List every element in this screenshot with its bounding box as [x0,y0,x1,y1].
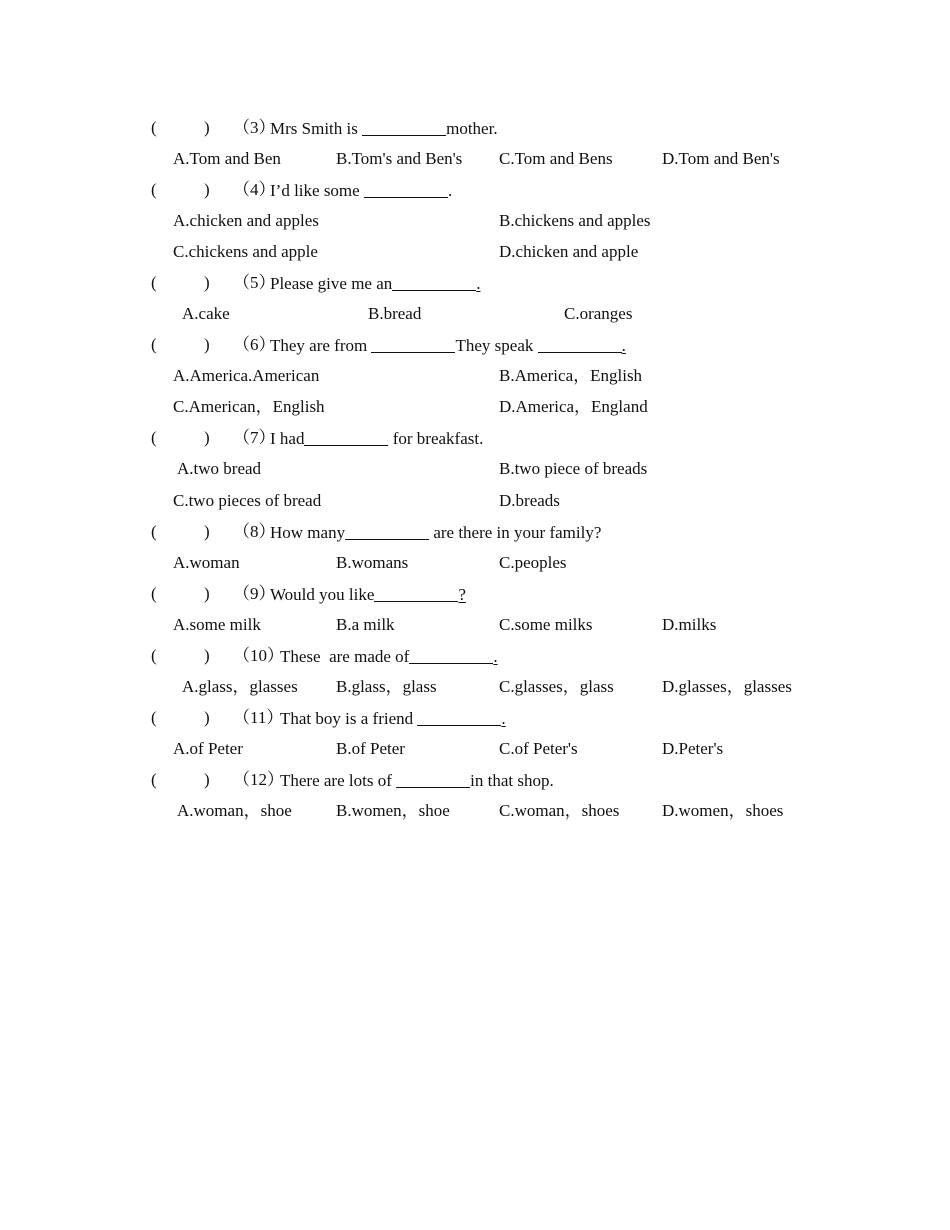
option-b: B.bread [368,304,422,323]
answer-paren-close: ) [204,522,210,541]
answer-paren-open: ( [151,708,157,727]
option-a: A.woman [173,553,240,572]
question-text: These are made of . [280,647,498,666]
question-number: （6） [233,335,276,354]
question-5-stem [0,271,950,295]
answer-paren-close: ) [204,273,210,292]
option-d: D.breads [499,491,560,510]
answer-paren-open: ( [151,428,157,447]
answer-blank [374,584,458,602]
answer-blank [409,646,493,664]
option-c: C.woman，shoes [499,801,620,820]
question-text: Please give me an . [270,274,481,293]
option-d: D.Tom and Ben's [662,149,780,168]
option-d: D.chicken and apple [499,242,639,261]
question-text: Would you like ? [270,585,466,604]
answer-paren-open: ( [151,180,157,199]
answer-blank [345,522,429,540]
answer-paren-close: ) [204,335,210,354]
option-b: B.a milk [336,615,395,634]
question-text: Mrs Smith is mother. [270,119,498,138]
option-b: B.womans [336,553,409,572]
option-d: D.women，shoes [662,801,784,820]
option-c: C.chickens and apple [173,242,318,261]
option-b: B.women，shoe [336,801,450,820]
option-d: D.America，England [499,397,648,416]
answer-blank [364,180,448,198]
question-number: （10） [233,646,284,665]
option-a: A.chicken and apples [173,211,319,230]
answer-blank [417,708,501,726]
option-c: C.American，English [173,397,325,416]
question-number: （8） [233,522,276,541]
question-text: There are lots of in that shop. [280,771,554,790]
option-b: B.Tom's and Ben's [336,149,463,168]
question-6-options-row2 [0,395,950,419]
question-3-options [0,147,950,171]
option-a: A.America.American [173,366,320,385]
question-3-stem [0,116,950,140]
question-number: （11） [233,708,284,727]
question-6-stem [0,333,950,357]
question-text: I’d like some . [270,181,453,200]
option-c: C.peoples [499,553,567,572]
option-a: A.two bread [177,459,262,478]
question-11-options [0,737,950,761]
answer-paren-close: ) [204,770,210,789]
question-text: That boy is a friend . [280,709,506,728]
question-4-options-row2 [0,240,950,264]
question-number: （3） [233,118,276,137]
question-number: （12） [233,770,284,789]
answer-paren-open: ( [151,646,157,665]
question-9-options [0,613,950,637]
option-c: C.of Peter's [499,739,578,758]
question-text: How many are there in your family? [270,523,602,542]
option-a: A.Tom and Ben [173,149,281,168]
question-10-options [0,675,950,699]
question-7-stem [0,426,950,450]
option-b: B.America，English [499,366,643,385]
option-d: D.milks [662,615,717,634]
option-c: C.oranges [564,304,633,323]
option-d: D.Peter's [662,739,724,758]
question-8-stem [0,520,950,544]
question-text: I had for breakfast. [270,429,484,448]
answer-paren-open: ( [151,118,157,137]
option-d: D.glasses，glasses [662,677,792,696]
option-b: B.two piece of breads [499,459,648,478]
answer-blank [396,770,470,788]
answer-blank [371,335,455,353]
option-b: B.of Peter [336,739,405,758]
option-a: A.cake [182,304,230,323]
answer-paren-open: ( [151,584,157,603]
answer-paren-close: ) [204,118,210,137]
question-12-stem [0,768,950,792]
answer-paren-close: ) [204,180,210,199]
question-10-stem [0,644,950,668]
question-number: （5） [233,273,276,292]
option-a: A.glass，glasses [182,677,298,696]
question-4-stem [0,178,950,202]
question-text: They are from They speak . [270,336,626,355]
option-a: A.some milk [173,615,261,634]
question-7-options-row1 [0,457,950,481]
option-a: A.woman，shoe [177,801,292,820]
option-c: C.glasses，glass [499,677,614,696]
answer-paren-open: ( [151,335,157,354]
option-c: C.some milks [499,615,593,634]
answer-paren-close: ) [204,584,210,603]
question-8-options [0,551,950,575]
answer-paren-close: ) [204,646,210,665]
option-a: A.of Peter [173,739,243,758]
answer-blank [304,428,388,446]
question-5-options [0,302,950,326]
question-6-options-row1 [0,364,950,388]
option-b: B.glass，glass [336,677,437,696]
question-11-stem [0,706,950,730]
option-c: C.two pieces of bread [173,491,322,510]
answer-paren-open: ( [151,522,157,541]
option-b: B.chickens and apples [499,211,651,230]
answer-paren-open: ( [151,770,157,789]
question-9-stem [0,582,950,606]
question-7-options-row2 [0,489,950,513]
question-number: （9） [233,584,276,603]
answer-paren-open: ( [151,273,157,292]
question-number: （4） [233,180,276,199]
answer-paren-close: ) [204,708,210,727]
answer-blank [392,273,476,291]
answer-paren-close: ) [204,428,210,447]
question-number: （7） [233,428,276,447]
answer-blank [362,118,446,136]
question-12-options [0,799,950,823]
option-c: C.Tom and Bens [499,149,613,168]
answer-blank [538,335,622,353]
question-4-options-row1 [0,209,950,233]
